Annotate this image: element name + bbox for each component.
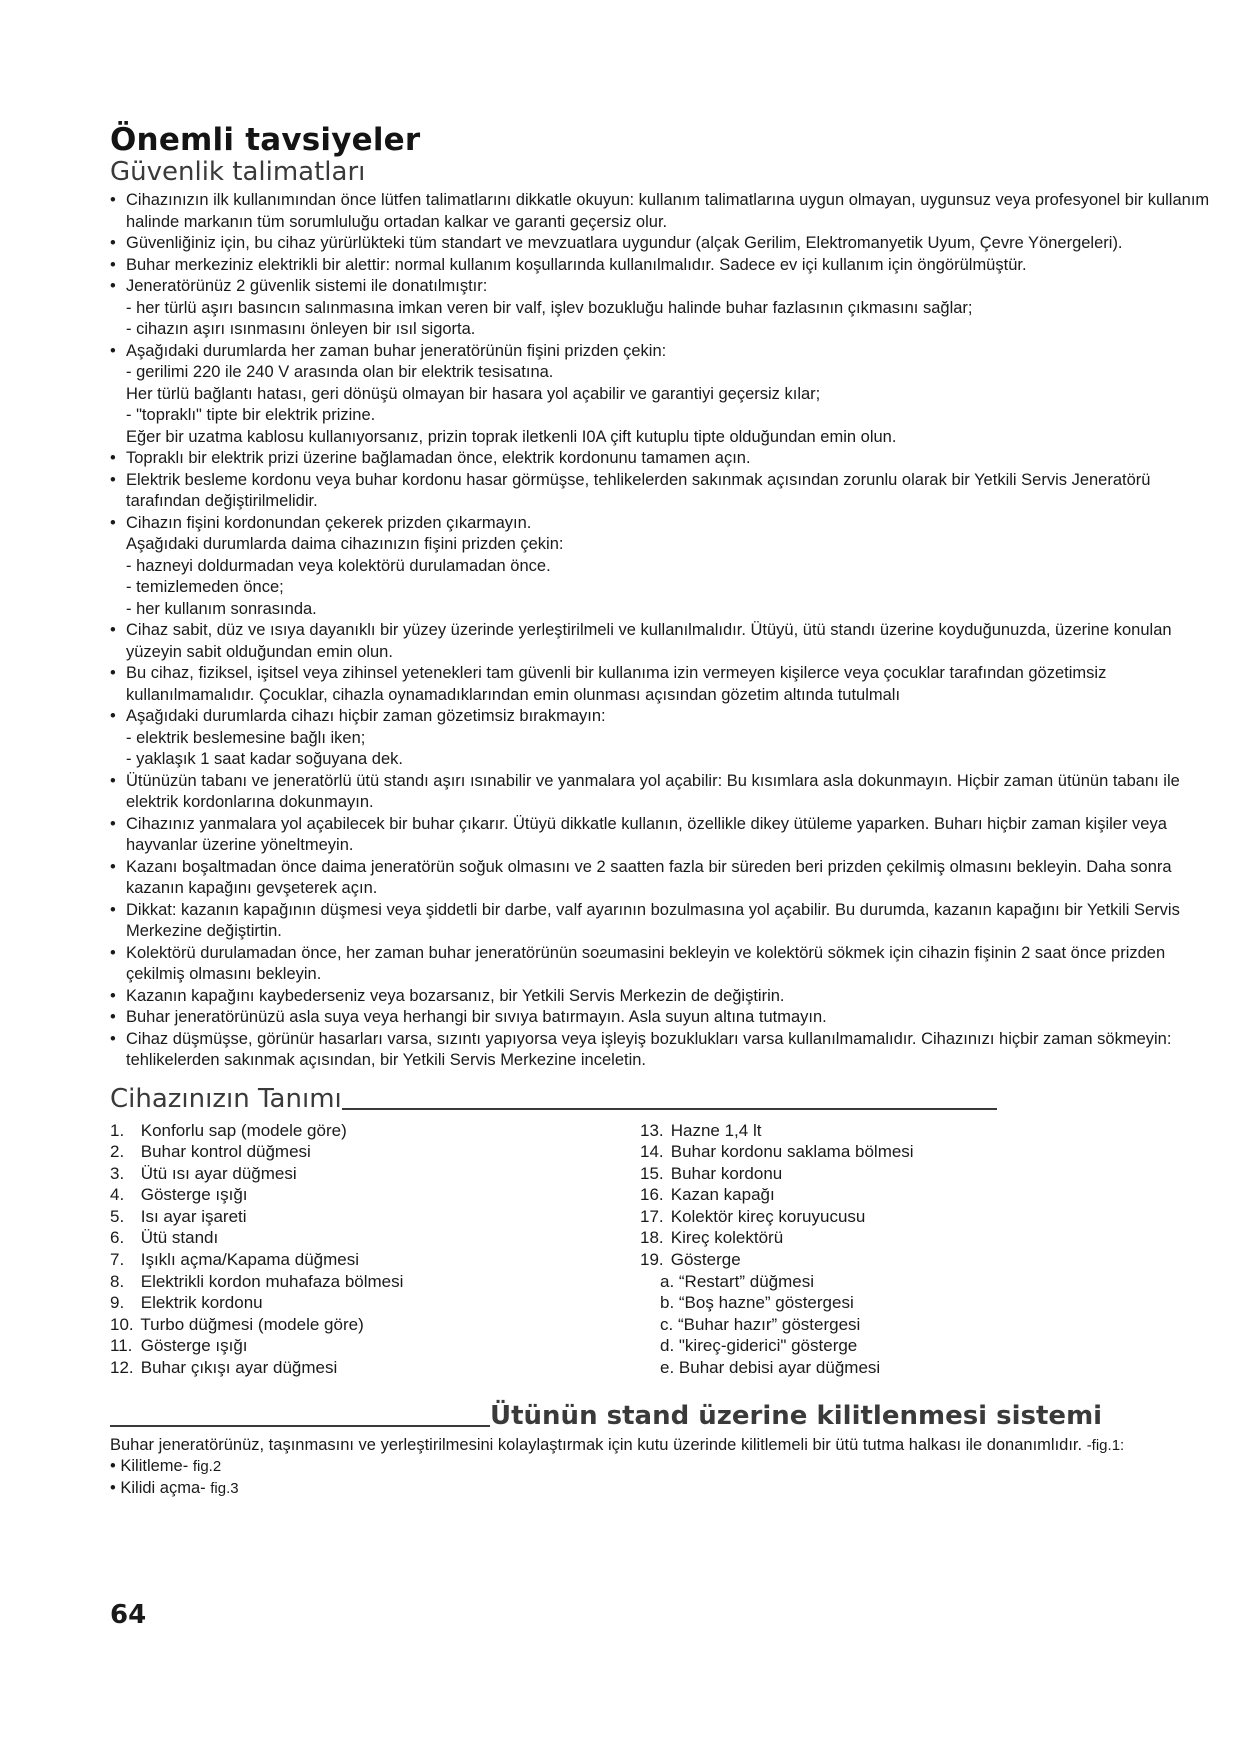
safety-sub-line: - gerilimi 220 ile 240 V arasında olan bir elektrik tesisatına. [126, 363, 554, 381]
safety-item-text: Kazanın kapağını kaybederseniz veya bozarsanız, bir Yetkili Servis Merkezin de değiştirin. [126, 986, 785, 1005]
safety-item-text: Kolektörü durulamadan önce, her zaman buhar jeneratörünün soƨumasini bekleyin ve kolektörü sökmek için cihazin fişinin 2 saat önce prizden çekilmiş olmasını bekleyin. [126, 943, 1166, 983]
fig-reference: fig.3 [210, 1479, 239, 1497]
part-item [110, 1314, 640, 1336]
safety-item-text: Buhar jeneratörünüzü asla suya veya herhangi bir sıvıya batırmayın. Asla suyun altına tutmayın. [126, 1008, 827, 1026]
part-number: 2. [110, 1142, 125, 1162]
part-label: Buhar kontrol düğmesi [140, 1142, 311, 1162]
heading-rule [342, 1108, 997, 1110]
safety-item [110, 771, 1210, 814]
section-subtitle: Güvenlik talimatları [110, 157, 366, 187]
safety-item [110, 814, 1210, 857]
gauge-sub-item: a. “Restart” düğmesi [660, 1271, 814, 1291]
part-number: 3. [110, 1163, 125, 1183]
safety-item-text: Cihaz düşmüşse, görünür hasarları varsa, sızıntı yapıyorsa veya işleyiş bozuklukları varsa kullanılmamalıdır. Cihazınızı hiçbir zaman sökmeyin: tehlikelerden sakınmak açısından, bir Yetkili Servis Merkezine inceletin. [126, 1029, 1172, 1069]
part-number: 14. [640, 1142, 664, 1162]
part-item [110, 1292, 640, 1314]
fig-reference: fig.2 [192, 1458, 222, 1476]
safety-item [110, 620, 1210, 663]
part-number: 10. [110, 1314, 134, 1334]
part-number: 15. [640, 1163, 664, 1183]
part-number: 1. [110, 1120, 125, 1140]
part-item [110, 1357, 640, 1379]
lock-step [110, 1478, 1210, 1500]
part-number: 12. [110, 1358, 134, 1378]
safety-item [110, 706, 1210, 771]
part-item [640, 1206, 1140, 1228]
safety-item-text: Cihazınızın ilk kullanımından önce lütfen talimatlarını dikkatle okuyun: kullanım talimatlarına uygun olmayan, uygunsuz veya profesyonel bir kullanım halinde markanın tüm sorumluluğu ortadan kalkar ve garanti geçersiz olur. [126, 191, 1210, 231]
gauge-sub-item: d. "kireç-giderici" gösterge [660, 1336, 858, 1356]
safety-instructions-list [110, 190, 1210, 1072]
safety-item-text: Jeneratörünüz 2 güvenlik sistemi ile donatılmıştır: [126, 277, 488, 295]
safety-item-text: Topraklı bir elektrik prizi üzerine bağlamadan önce, elektrik kordonunu tamamen açın. [126, 449, 751, 467]
safety-item-text: Elektrik besleme kordonu veya buhar kordonu hasar görmüşse, tehlikelerden sakınmak açısından zorunlu olarak bir Yetkili Servis Jeneratörü tarafından değiştirilmelidir. [126, 470, 1151, 510]
part-item [110, 1141, 640, 1163]
part-item [640, 1141, 1140, 1163]
lock-step-label: Kilitleme- [120, 1457, 189, 1476]
part-label: Ütü standı [140, 1228, 219, 1248]
part-item [640, 1184, 1140, 1206]
safety-item-text: Aşağıdaki durumlarda her zaman buhar jeneratörünün fişini prizden çekin: [126, 341, 667, 360]
part-item [640, 1120, 1140, 1142]
safety-item [110, 1007, 1210, 1029]
part-label: Gösterge [670, 1250, 741, 1270]
safety-item [110, 190, 1210, 233]
safety-item-text: Bu cihaz, fiziksel, işitsel veya zihinsel yetenekleri tam güvenli bir kullanıma izin vermeyen kişilerce veya çocuklar tarafından gözetimsiz kullanılmamalıdır. Çocuklar, cihazla oynamadıklarından emin olunması açısından gözetim altında tutulmalı [126, 664, 1107, 704]
safety-item-text: Güvenliğiniz için, bu cihaz yürürlükteki tüm standart ve mevzuatlara uygundur (alçak Gerilim, Elektromanyetik Uyum, Çevre Yönergeleri). [126, 234, 1123, 252]
safety-sub-line: - temizlemeden önce; [126, 578, 284, 596]
safety-sub-line: Her türlü bağlantı hatası, geri dönüşü olmayan bir hasara yol açabilir ve garantiyi geçersiz kılar; [126, 384, 821, 403]
lock-step [110, 1456, 1210, 1478]
page-number: 64 [110, 1600, 147, 1630]
part-label: Kireç kolektörü [670, 1228, 784, 1248]
part-item [110, 1184, 640, 1206]
lock-heading [110, 1395, 1210, 1431]
safety-item-text: Cihazın fişini kordonundan çekerek prizden çıkarmayın. [126, 513, 532, 532]
description-heading-label: Cihazınızın Tanımı [110, 1083, 342, 1114]
safety-item [110, 900, 1210, 943]
part-label: Kolektör kireç koruyucusu [670, 1206, 866, 1226]
safety-item-text: Buhar merkeziniz elektrikli bir alettir: normal kullanım koşullarında kullanılmalıdır. Sadece ev içi kullanım için öngörülmüştür. [126, 255, 1027, 274]
lock-steps-list [110, 1456, 1210, 1499]
part-label: Konforlu sap (modele göre) [140, 1120, 347, 1140]
heading-rule [110, 1425, 490, 1427]
part-item [110, 1335, 640, 1357]
safety-item [110, 341, 1210, 449]
safety-item [110, 663, 1210, 706]
fig-reference: -fig.1: [1086, 1436, 1125, 1454]
description-heading [110, 1078, 1210, 1114]
part-label: Elektrikli kordon muhafaza bölmesi [140, 1271, 404, 1291]
part-number: 8. [110, 1271, 125, 1291]
lock-step-label: Kilidi açma- [120, 1478, 206, 1497]
part-number: 18. [640, 1228, 664, 1248]
part-label: Hazne 1,4 lt [670, 1120, 762, 1140]
part-item [110, 1206, 640, 1228]
part-label: Turbo düğmesi (modele göre) [140, 1314, 364, 1334]
part-number: 16. [640, 1185, 664, 1205]
part-item [110, 1227, 640, 1249]
parts-column-right [640, 1120, 1140, 1379]
gauge-sub-item: b. “Boş hazne” göstergesi [660, 1293, 854, 1313]
part-item [640, 1249, 1140, 1271]
part-number: 4. [110, 1185, 125, 1205]
part-number: 17. [640, 1206, 664, 1226]
safety-item [110, 255, 1210, 277]
part-label: Buhar kordonu saklama bölmesi [670, 1142, 914, 1162]
safety-item [110, 513, 1210, 621]
safety-item [110, 470, 1210, 513]
part-label: Gösterge ışığı [140, 1336, 248, 1356]
part-number: 11. [110, 1336, 133, 1356]
part-label: Buhar kordonu [670, 1163, 783, 1183]
part-number: 13. [640, 1120, 664, 1140]
safety-item [110, 857, 1210, 900]
gauge-sub-item: c. “Buhar hazır” göstergesi [660, 1314, 861, 1334]
safety-sub-line: - cihazın aşırı ısınmasını önleyen bir ısıl sigorta. [126, 320, 476, 338]
parts-list [110, 1120, 1210, 1379]
part-label: Işıklı açma/Kapama düğmesi [140, 1250, 359, 1270]
safety-item [110, 276, 1210, 341]
lock-heading-label: Ütünün stand üzerine kilitlenmesi sistemi [490, 1400, 1103, 1431]
safety-item [110, 1029, 1210, 1072]
safety-sub-line: Aşağıdaki durumlarda daima cihazınızın fişini prizden çekin: [126, 535, 564, 553]
part-number: 9. [110, 1293, 125, 1313]
safety-item-text: Aşağıdaki durumlarda cihazı hiçbir zaman gözetimsiz bırakmayın: [126, 707, 606, 725]
part-label: Isı ayar işareti [140, 1206, 247, 1226]
gauge-sub-item: e. Buhar debisi ayar düğmesi [660, 1358, 881, 1378]
part-item [110, 1163, 640, 1185]
safety-item [110, 943, 1210, 986]
part-number: 7. [110, 1250, 125, 1270]
part-number: 19. [640, 1250, 664, 1270]
page-title: Önemli tavsiyeler [110, 122, 421, 158]
part-number: 6. [110, 1228, 125, 1248]
part-label: Ütü ısı ayar düğmesi [140, 1163, 297, 1183]
parts-column-left [110, 1120, 640, 1379]
part-item [640, 1163, 1140, 1185]
lock-description [110, 1435, 1210, 1457]
safety-item-text: Dikkat: kazanın kapağının düşmesi veya şiddetli bir darbe, valf ayarının bozulmasına yol açabilir. Bu durumda, kazanın kapağını bir Yetkili Servis Merkezine değiştirtin. [126, 900, 1180, 940]
safety-item-text: Kazanı boşaltmadan önce daima jeneratörün soğuk olmasını ve 2 saatten fazla bir süreden beri prizden çekilmiş olmasını bekleyin. Daha sonra kazanın kapağını gevşeterek açın. [126, 857, 1172, 897]
part-label: Gösterge ışığı [140, 1185, 248, 1205]
safety-item [110, 448, 1210, 470]
part-item [110, 1271, 640, 1293]
lock-description-text: Buhar jeneratörünüz, taşınmasını ve yerleştirilmesini kolaylaştırmak için kutu üzerinde kilitlemeli bir ütü tutma halkası ile donanımlıdır. [110, 1435, 1083, 1454]
safety-sub-line: - her kullanım sonrasında. [126, 599, 317, 618]
safety-item-text: Cihaz sabit, düz ve ısıya dayanıklı bir yüzey üzerinde yerleştirilmeli ve kullanılmalıdır. Ütüyü, ütü standı üzerine koyduğunuzda, üzerine konulan yüzeyin sabit olduğundan emin olun. [126, 621, 1172, 661]
part-item [110, 1249, 640, 1271]
part-label: Elektrik kordonu [140, 1293, 263, 1313]
safety-sub-line: - her türlü aşırı basıncın salınmasına imkan veren bir valf, işlev bozukluğu halinde buhar fazlasının çıkmasını sağlar; [126, 298, 973, 317]
part-label: Buhar çıkışı ayar düğmesi [140, 1358, 338, 1378]
page-content [110, 120, 1210, 1499]
safety-sub-line: - elektrik beslemesine bağlı iken; [126, 728, 366, 747]
safety-item-text: Ütünüzün tabanı ve jeneratörlü ütü standı aşırı ısınabilir ve yanmalara yol açabilir: Bu kısımlara asla dokunmayın. Hiçbir zaman ütünün tabanı ile elektrik kordonlarına dokunmayın. [126, 771, 1180, 811]
safety-item [110, 986, 1210, 1008]
safety-sub-line: Eğer bir uzatma kablosu kullanıyorsanız, prizin toprak iletkenli I0A çift kutuplu tipte olduğundan emin olun. [126, 427, 897, 446]
safety-item [110, 233, 1210, 255]
part-item [640, 1227, 1140, 1249]
part-number: 5. [110, 1206, 125, 1226]
safety-sub-line: - hazneyi doldurmadan veya kolektörü durulamadan önce. [126, 556, 551, 575]
part-item [110, 1120, 640, 1142]
safety-sub-line: - "topraklı" tipte bir elektrik prizine. [126, 406, 376, 424]
safety-item-text: Cihazınız yanmalara yol açabilecek bir buhar çıkarır. Ütüyü dikkatle kullanın, özellikle dikey ütüleme yaparken. Buharı hiçbir zaman kişiler veya hayvanlar üzerine yöneltmeyin. [126, 814, 1167, 854]
part-label: Kazan kapağı [670, 1185, 775, 1205]
safety-sub-line: - yaklaşık 1 saat kadar soğuyana dek. [126, 750, 403, 768]
